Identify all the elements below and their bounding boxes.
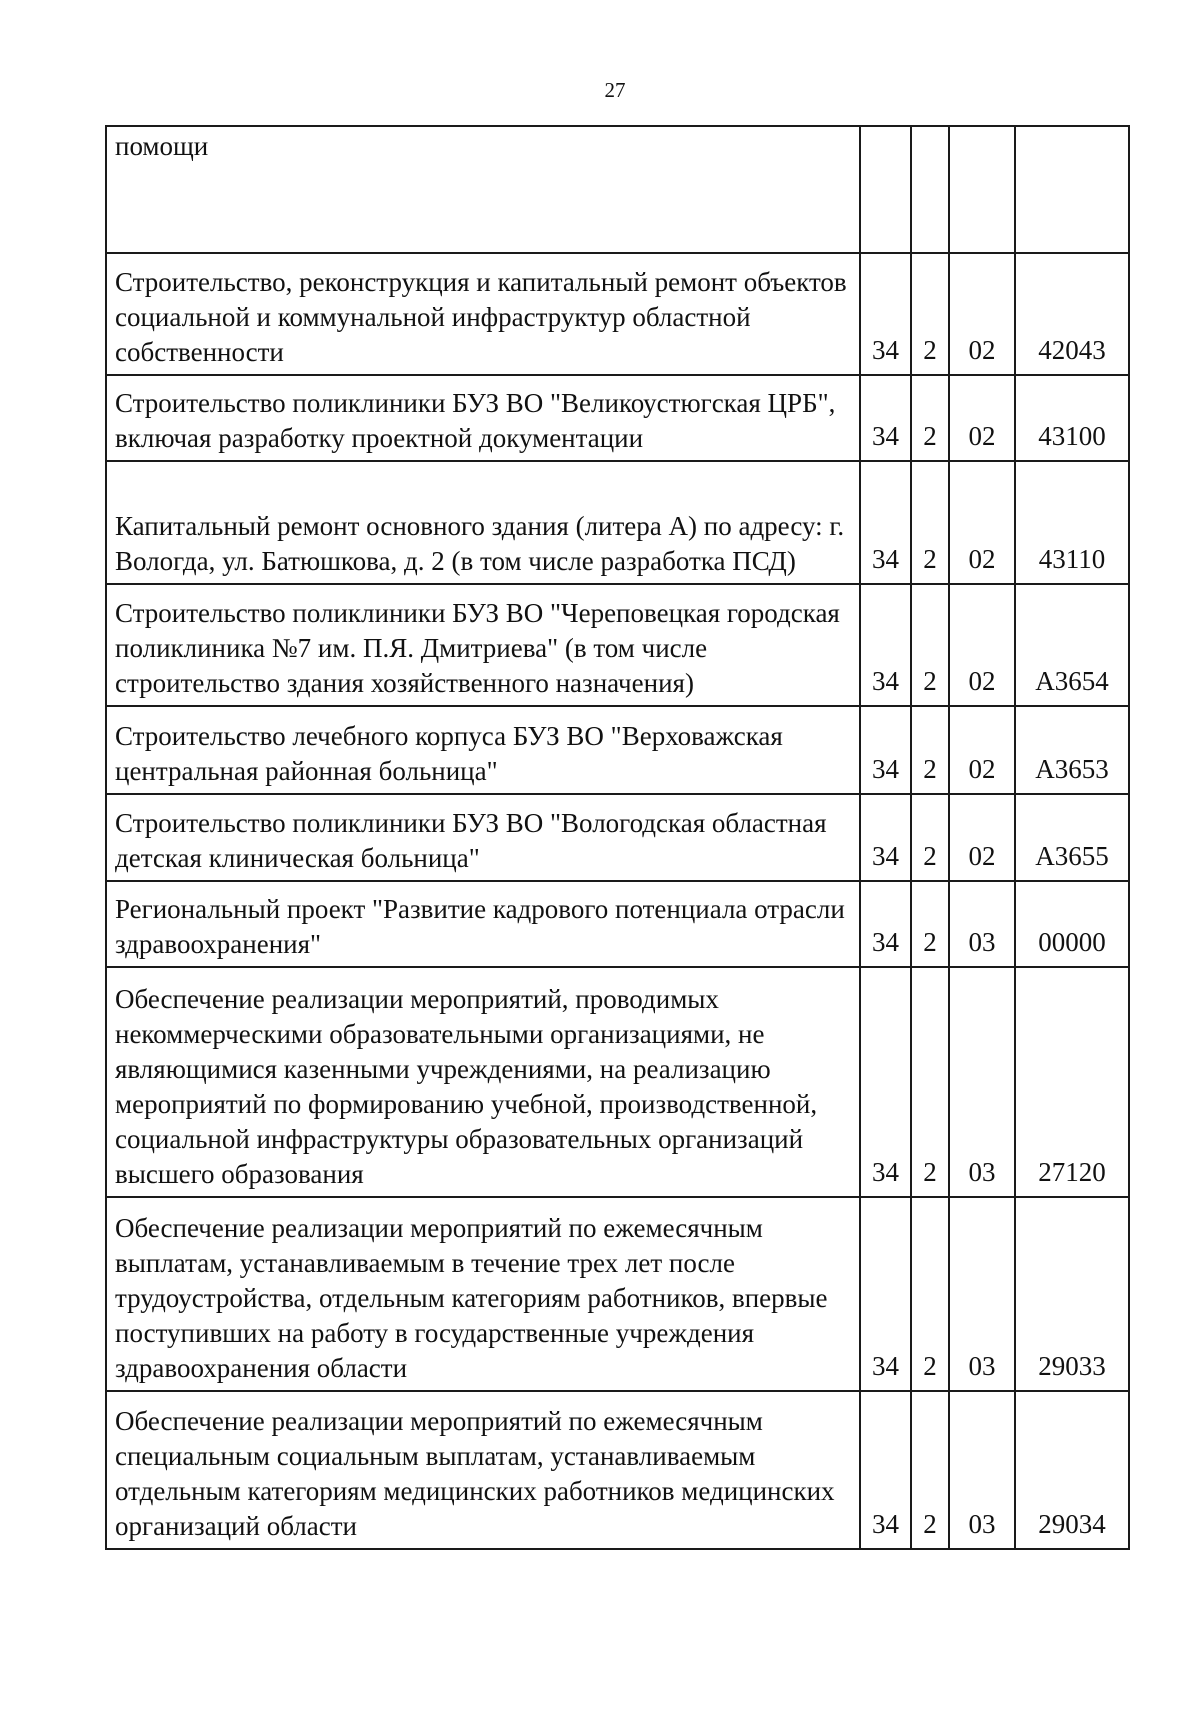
row-name-cell: Обеспечение реализации мероприятий по ежемесячным специальным социальным выплатам, устанавливаемым отдельным категориям медицинских работников медицинских организаций области	[106, 1391, 860, 1549]
code-cell-4: 43110	[1015, 461, 1129, 584]
code-cell-1: 34	[860, 461, 911, 584]
code-cell-1: 34	[860, 881, 911, 967]
code-cell-3: 03	[949, 1391, 1015, 1549]
code-cell-1: 34	[860, 967, 911, 1197]
code-cell-3: 02	[949, 706, 1015, 794]
code-cell-2: 2	[911, 881, 949, 967]
row-name-cell: Строительство поликлиники БУЗ ВО "Великоустюгская ЦРБ", включая разработку проектной документации	[106, 375, 860, 461]
code-cell-3: 02	[949, 461, 1015, 584]
code-cell-3: 02	[949, 375, 1015, 461]
page-number: 27	[604, 78, 626, 102]
code-cell-1: 34	[860, 253, 911, 375]
code-cell-2: 2	[911, 967, 949, 1197]
table-row	[106, 1391, 1129, 1549]
code-cell-4: 29033	[1015, 1197, 1129, 1391]
table-row	[106, 584, 1129, 706]
code-cell-2: 2	[911, 1197, 949, 1391]
code-cell-1: 34	[860, 584, 911, 706]
row-name-cell: Региональный проект "Развитие кадрового потенциала отрасли здравоохранения"	[106, 881, 860, 967]
row-name-cell: Капитальный ремонт основного здания (литера А) по адресу: г. Вологда, ул. Батюшкова, д. 2 (в том числе разработка ПСД)	[106, 461, 860, 584]
code-cell-4: 29034	[1015, 1391, 1129, 1549]
code-cell-3	[949, 126, 1015, 253]
code-cell-2: 2	[911, 1391, 949, 1549]
row-name-cell: Строительство поликлиники БУЗ ВО "Череповецкая городская поликлиника №7 им. П.Я. Дмитриева" (в том числе строительство здания хозяйственного назначения)	[106, 584, 860, 706]
code-cell-4: 27120	[1015, 967, 1129, 1197]
table-row	[106, 126, 1129, 253]
code-cell-3: 02	[949, 584, 1015, 706]
table-row	[106, 967, 1129, 1197]
budget-classification-table	[105, 125, 1130, 1550]
code-cell-3: 03	[949, 967, 1015, 1197]
code-cell-1: 34	[860, 706, 911, 794]
code-cell-2: 2	[911, 706, 949, 794]
code-cell-4: А3653	[1015, 706, 1129, 794]
table-row	[106, 375, 1129, 461]
table-row	[106, 706, 1129, 794]
code-cell-2: 2	[911, 794, 949, 881]
code-cell-3: 02	[949, 794, 1015, 881]
code-cell-1: 34	[860, 1197, 911, 1391]
code-cell-4: А3654	[1015, 584, 1129, 706]
row-name-cell: помощи	[106, 126, 860, 253]
code-cell-4: 42043	[1015, 253, 1129, 375]
code-cell-2: 2	[911, 584, 949, 706]
code-cell-4	[1015, 126, 1129, 253]
table-row	[106, 881, 1129, 967]
code-cell-1: 34	[860, 794, 911, 881]
table-row	[106, 253, 1129, 375]
code-cell-2: 2	[911, 461, 949, 584]
code-cell-3: 02	[949, 253, 1015, 375]
code-cell-1: 34	[860, 375, 911, 461]
code-cell-4: 00000	[1015, 881, 1129, 967]
table-row	[106, 461, 1129, 584]
code-cell-3: 03	[949, 1197, 1015, 1391]
code-cell-1: 34	[860, 1391, 911, 1549]
row-name-cell: Обеспечение реализации мероприятий по ежемесячным выплатам, устанавливаемым в течение трех лет после трудоустройства, отдельным категориям работников, впервые поступивших на работу в государственные учреждения здравоохранения области	[106, 1197, 860, 1391]
code-cell-2	[911, 126, 949, 253]
row-name-cell: Строительство лечебного корпуса БУЗ ВО "Верховажская центральная районная больница"	[106, 706, 860, 794]
table-row	[106, 1197, 1129, 1391]
code-cell-4: 43100	[1015, 375, 1129, 461]
row-name-cell: Строительство поликлиники БУЗ ВО "Вологодская областная детская клиническая больница"	[106, 794, 860, 881]
table-row	[106, 794, 1129, 881]
row-name-cell: Обеспечение реализации мероприятий, проводимых некоммерческими образовательными организациями, не являющимися казенными учреждениями, на реализацию мероприятий по формированию учебной, производственной, социальной инфраструктуры образовательных организаций высшего образования	[106, 967, 860, 1197]
code-cell-1	[860, 126, 911, 253]
code-cell-3: 03	[949, 881, 1015, 967]
code-cell-2: 2	[911, 375, 949, 461]
code-cell-4: А3655	[1015, 794, 1129, 881]
row-name-cell: Строительство, реконструкция и капитальный ремонт объектов социальной и коммунальной инфраструктур областной собственности	[106, 253, 860, 375]
code-cell-2: 2	[911, 253, 949, 375]
